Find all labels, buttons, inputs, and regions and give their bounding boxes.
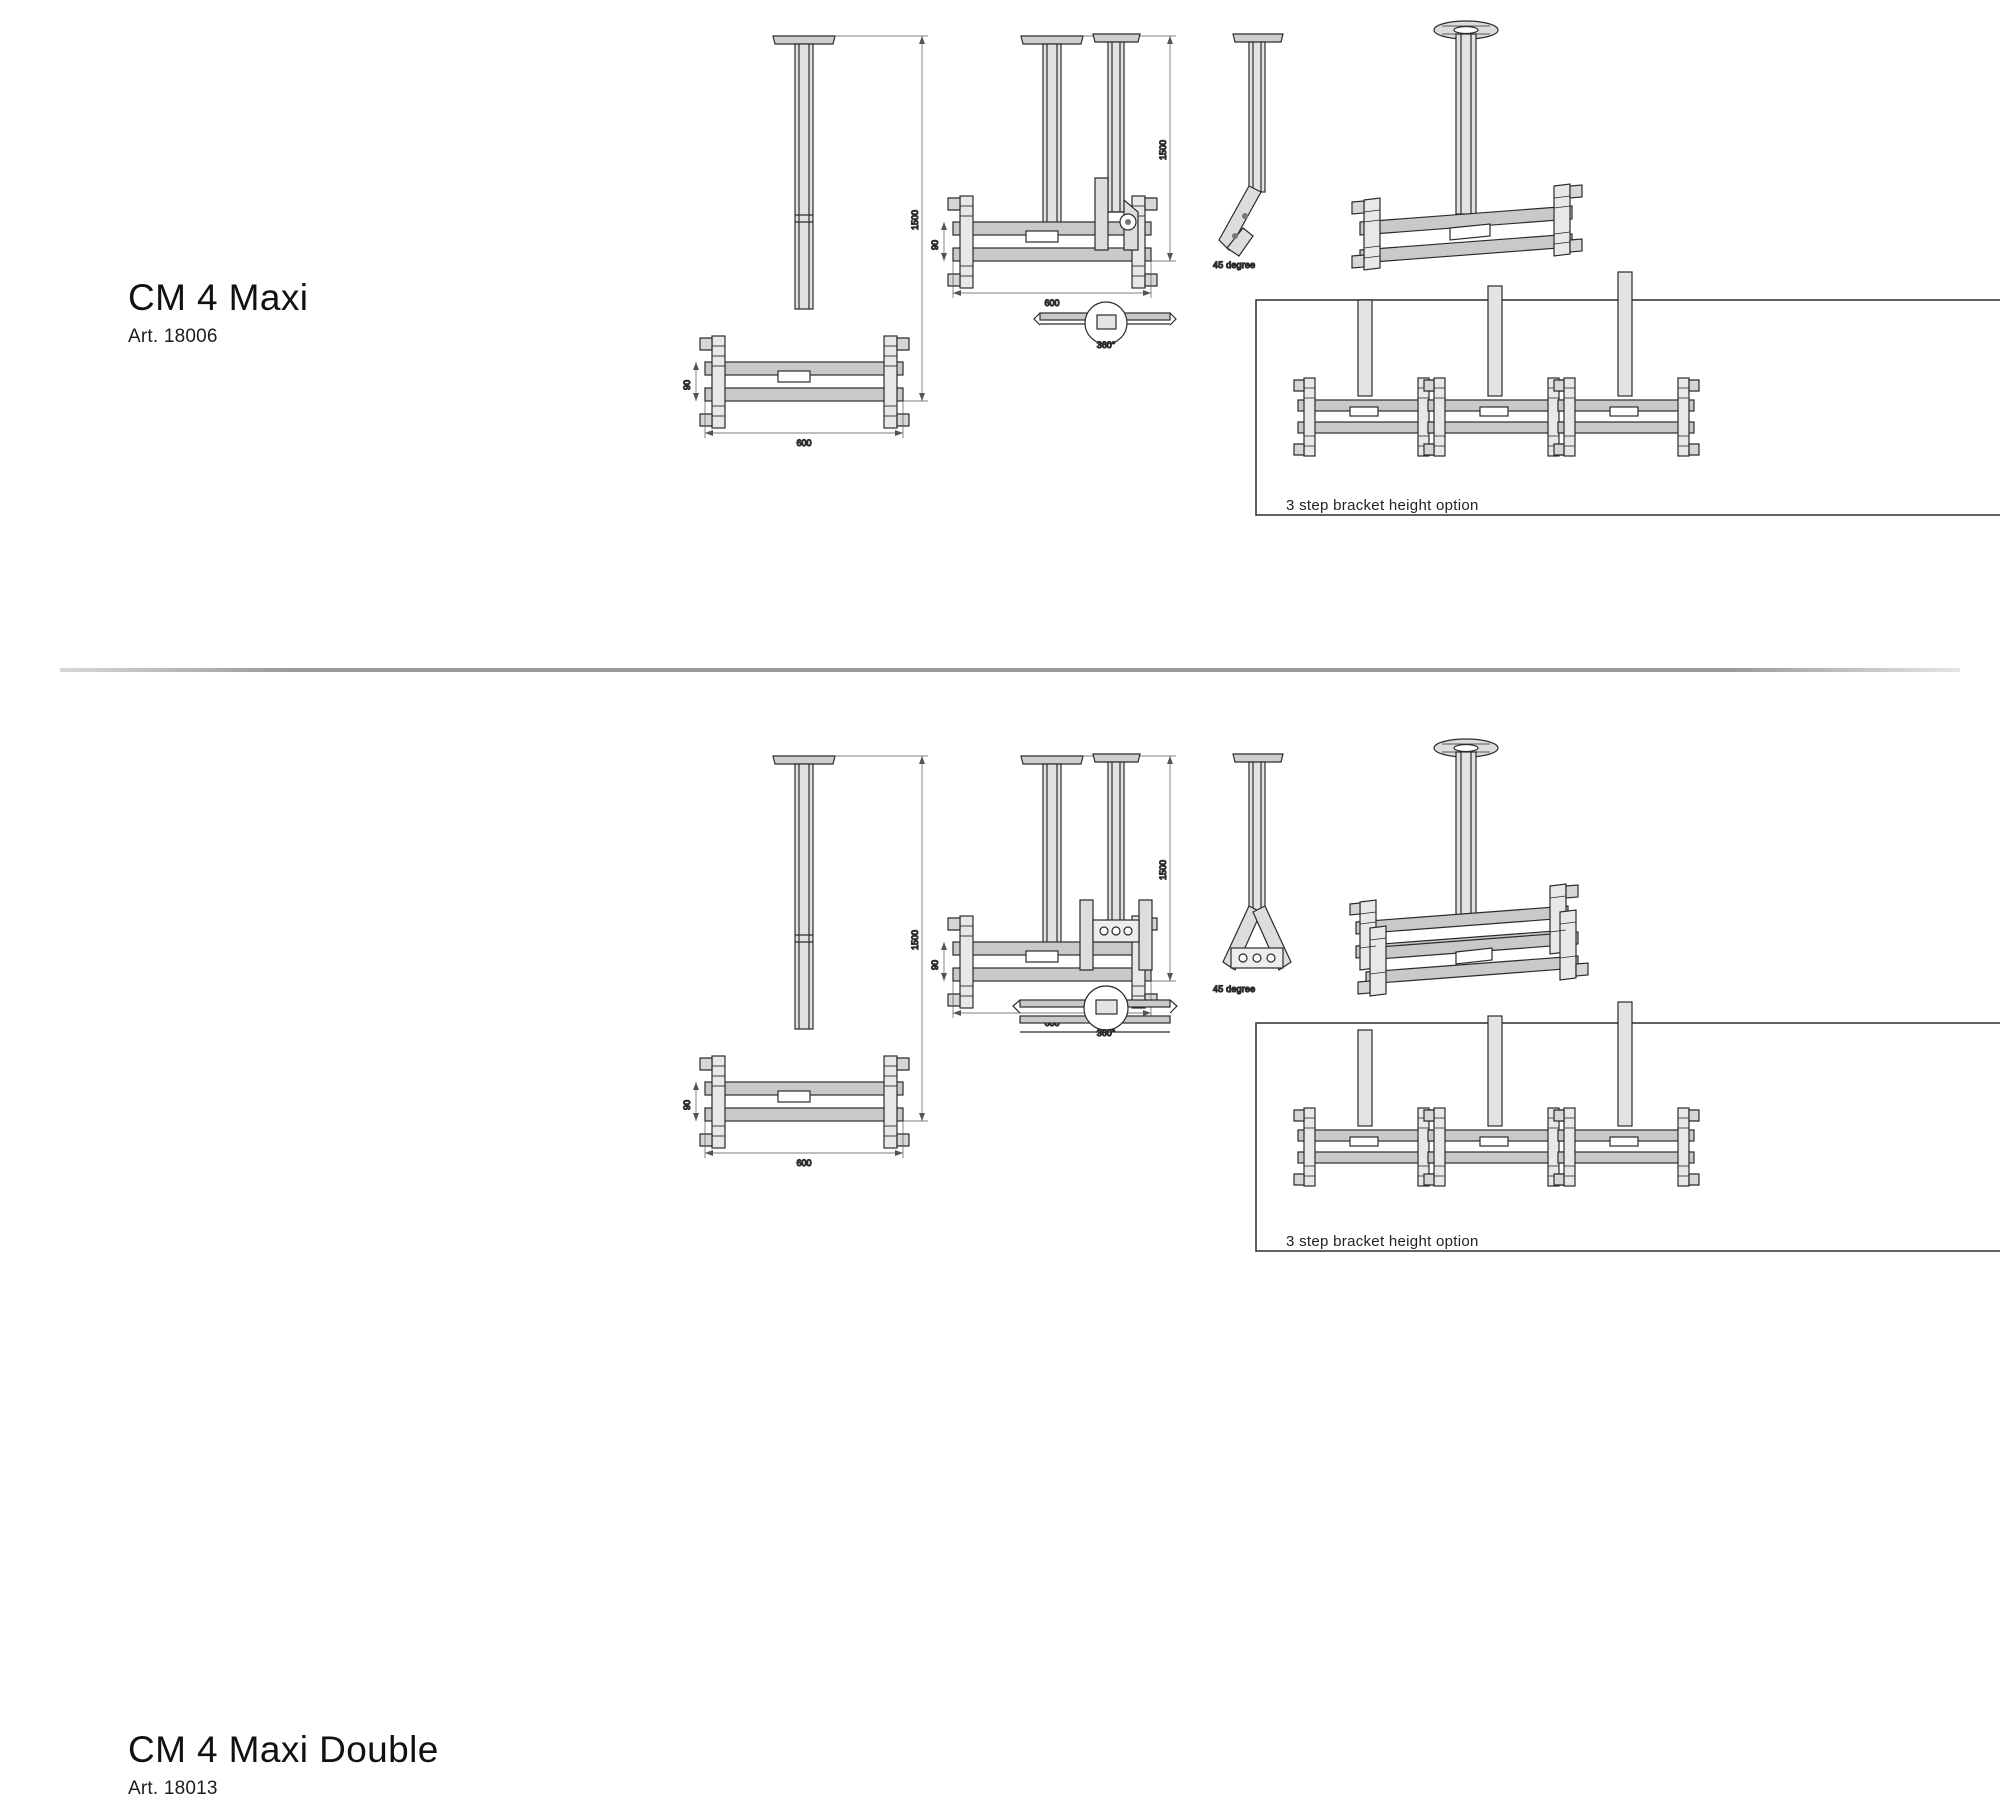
isometric-view <box>1352 21 1582 270</box>
bracket-height-option-box <box>1256 1002 2000 1251</box>
isometric-view <box>1350 739 1588 996</box>
product-heading <box>128 278 308 348</box>
product-block <box>0 720 2000 1799</box>
drawing-group <box>660 720 2000 1380</box>
front-view <box>682 36 928 448</box>
bracket-height-option-label: 3 step bracket height option <box>1286 1233 1479 1250</box>
side-view <box>930 756 1176 1028</box>
product-block <box>0 0 2000 660</box>
svg-text:360°: 360° <box>1096 340 1116 350</box>
technical-drawings-svg <box>660 0 2000 660</box>
side-view-dim-height: 1500 <box>1158 859 1168 881</box>
product-article-number: Art. 18006 <box>128 325 218 347</box>
front-view-dim-height: 1500 <box>910 929 920 951</box>
svg-text:90: 90 <box>682 1099 692 1111</box>
svg-text:90: 90 <box>682 379 692 391</box>
swivel-detail-view <box>1219 34 1283 256</box>
svg-text:90: 90 <box>930 959 940 971</box>
front-view <box>682 756 928 1168</box>
side-view-dim-width: 600 <box>1044 298 1060 308</box>
front-view-dim-height: 1500 <box>910 209 920 231</box>
product-heading <box>128 1730 439 1800</box>
svg-text:360°: 360° <box>1096 1028 1116 1038</box>
drawing-group <box>660 0 2000 660</box>
bracket-height-option-label: 3 step bracket height option <box>1286 497 1479 514</box>
product-article-number: Art. 18013 <box>128 1777 218 1799</box>
tilt-detail-view <box>1080 754 1152 970</box>
side-view <box>930 36 1176 308</box>
side-view-dim-height: 1500 <box>1158 139 1168 161</box>
swivel-angle-note: 45 degree <box>1213 260 1256 270</box>
front-view-dim-width: 600 <box>796 438 812 448</box>
product-title: CM 4 Maxi Double <box>128 1729 439 1770</box>
rotation-detail-view <box>1034 302 1176 350</box>
swivel-angle-note: 45 degree <box>1213 984 1256 994</box>
bracket-height-option-box <box>1256 272 2000 515</box>
product-title: CM 4 Maxi <box>128 277 309 318</box>
section-divider <box>60 668 1960 672</box>
svg-text:90: 90 <box>930 239 940 251</box>
tilt-detail-view <box>1093 34 1140 250</box>
swivel-detail-view <box>1223 754 1291 970</box>
technical-drawings-svg <box>660 720 2000 1400</box>
front-view-dim-width: 600 <box>796 1158 812 1168</box>
